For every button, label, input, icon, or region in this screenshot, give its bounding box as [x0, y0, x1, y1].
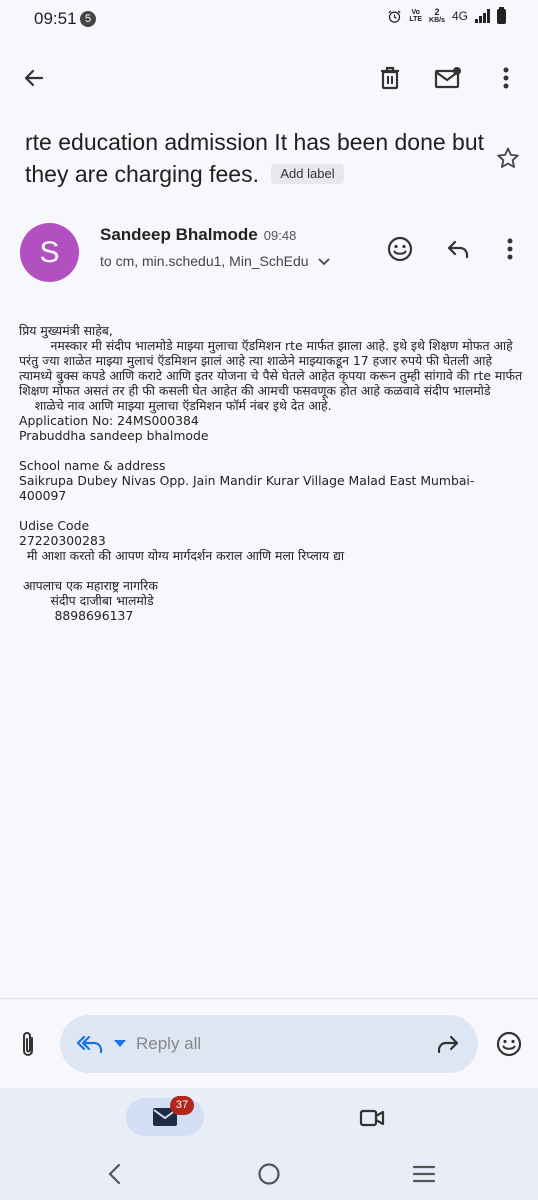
more-vert-icon: [507, 238, 513, 260]
emoji-icon: [496, 1031, 522, 1057]
arrow-back-icon: [22, 66, 46, 90]
sender-name-row: [100, 225, 296, 245]
more-vert-icon: [503, 67, 509, 89]
sender-avatar[interactable]: S: [20, 223, 79, 282]
meet-tab[interactable]: [352, 1098, 392, 1138]
emoji-icon: [387, 236, 413, 262]
star-icon: [496, 146, 520, 170]
chevron-left-icon: [107, 1163, 121, 1185]
emoji-button[interactable]: [489, 1024, 529, 1064]
alarm-icon: [387, 9, 402, 24]
attach-button[interactable]: [8, 1024, 48, 1064]
status-icons: [387, 8, 506, 24]
home-circle-icon: [257, 1162, 281, 1186]
star-button[interactable]: [488, 138, 528, 178]
trash-icon: [379, 66, 401, 90]
unread-count-badge: 37: [170, 1096, 194, 1115]
email-body: प्रिय मुख्यमंत्री साहेब, नमस्कार मी संदीप भालमोडे माझ्या मुलाचा ऍडमिशन rte मार्फत झाला आहे. इथे इथे शिक्षण मोफत आहे परंतु ज्या शाळेत माझ्या मुलाचं ऍडमिशन झालं आहे त्या शाळेने माझ्याकडून 17 हजार रुपये फी घेतली आहे त्यामध्ये बुक्स कपडे आणि कराटे आणि इतर योजना चे पैसे घेतले आहेत कृपया करून तुम्ही सांगावे की rte मार्फत शिक्षण मोफत असतं तर ही फी कसली घेत आहेत की आमची फसवणूक होत आहे कळवावे संदीप भालमोडे शाळेचे नाव आणि माझ्या मुलाचा ऍडमिशन फॉर्म नंबर इथे देत आहे. Application No: 24MS000384 Prabuddha sandeep bhalmode School name & address Saikrupa Dubey Nivas Opp. Jain Mandir Kurar Village Malad East Mumbai- 400097 Udise Code 27220300283 मी आशा करतो की आपण योग्य मार्गदर्शन कराल आणि मला रिप्लाय द्या आपलाच एक महाराष्ट्र नागरिक संदीप दाजीबा भालमोडे 8898696137: [19, 323, 523, 623]
back-button[interactable]: [14, 58, 54, 98]
status-time: 09:51: [34, 9, 77, 28]
sender-name: Sandeep Bhalmode: [100, 225, 258, 244]
reply-button[interactable]: [438, 229, 478, 269]
recipients-row[interactable]: [100, 253, 330, 269]
video-camera-icon: [359, 1108, 385, 1128]
recipients: to cm, min.schedu1, Min_SchEdu: [100, 253, 309, 269]
reply-all-placeholder[interactable]: Reply all: [136, 1034, 202, 1053]
message-more-button[interactable]: [490, 229, 530, 269]
divider: [0, 998, 538, 999]
react-emoji-button[interactable]: [380, 229, 420, 269]
menu-lines-icon: [412, 1165, 436, 1183]
attachment-icon: [20, 1030, 36, 1058]
reply-all-bar[interactable]: [60, 1015, 478, 1073]
network-speed: 2 KB/s: [429, 7, 445, 24]
volte-indicator: Vo LTE: [409, 9, 423, 23]
signal-icon: [475, 9, 490, 23]
reply-all-icon: [76, 1034, 104, 1054]
battery-icon: [497, 9, 506, 24]
mail-unread-icon: [434, 66, 462, 90]
system-back-button[interactable]: [94, 1154, 134, 1194]
network-type: 4G: [451, 9, 468, 23]
more-options-button[interactable]: [486, 58, 526, 98]
system-recents-button[interactable]: [404, 1154, 444, 1194]
dropdown-triangle-icon[interactable]: [114, 1040, 126, 1048]
reply-icon: [446, 239, 470, 259]
system-home-button[interactable]: [249, 1154, 289, 1194]
notification-count-badge: 5: [80, 11, 96, 27]
chevron-down-icon: [318, 258, 330, 266]
email-subject: [25, 126, 485, 190]
forward-icon[interactable]: [436, 1034, 460, 1054]
delete-button[interactable]: [370, 58, 410, 98]
email-time: 09:48: [263, 228, 297, 243]
mark-unread-button[interactable]: [428, 58, 468, 98]
subject-text: rte education admission It has been done but they are charging fees.: [25, 129, 485, 187]
add-label-chip[interactable]: Add label: [271, 164, 343, 184]
